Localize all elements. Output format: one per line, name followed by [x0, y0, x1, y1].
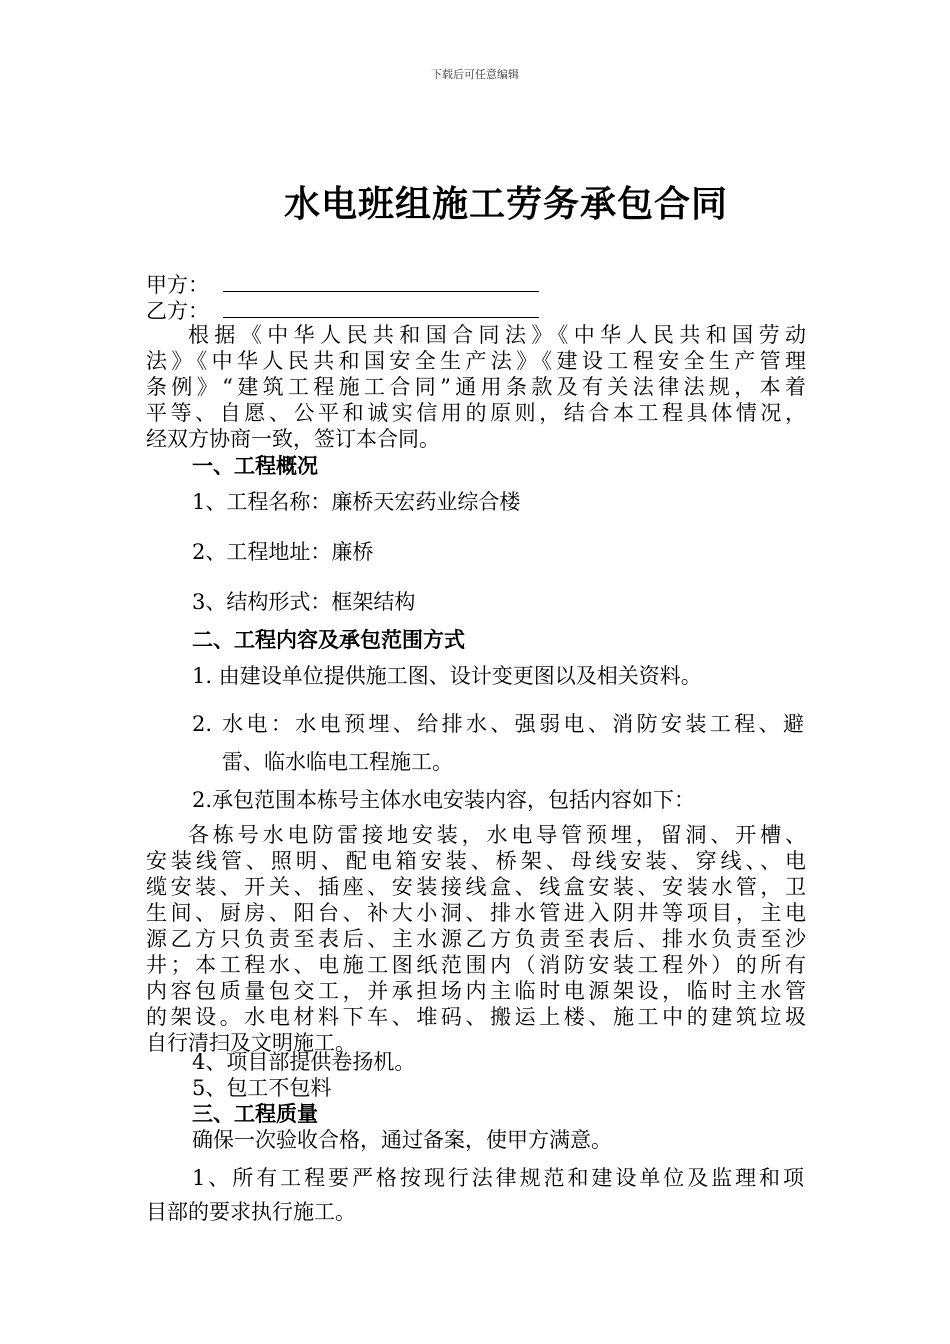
scope-line: 的架设。水电材料下车、堆码、搬运上楼、施工中的建筑垃圾: [146, 1005, 806, 1029]
header-note: 下载后可任意编辑: [431, 68, 519, 81]
section-2-item-2-line-1: 2. 水电：水电预埋、给排水、强弱电、消防安装工程、避: [192, 712, 804, 736]
section-1-item: 3、结构形式：框架结构: [192, 590, 416, 614]
party-b-row: [146, 298, 539, 324]
preamble: [146, 322, 806, 452]
scope-paragraph: [146, 822, 806, 1056]
section-2-item-3: 2.承包范围本栋号主体水电安装内容，包括内容如下：: [192, 788, 696, 812]
preamble-line: 法》《中华人民共和国安全生产法》《建设工程安全生产管理: [146, 349, 806, 373]
party-a-row: [146, 272, 539, 298]
section-2-item-5: 5、包工不包料: [192, 1076, 332, 1100]
party-a-label: 甲方：: [146, 273, 209, 297]
party-b-blank[interactable]: [223, 303, 539, 318]
section-1-item: 2、工程地址：廉桥: [192, 540, 374, 564]
section-1-item: 1、工程名称：廉桥天宏药业综合楼: [192, 490, 521, 514]
scope-line: 各栋号水电防雷接地安装，水电导管预埋，留洞、开槽、: [188, 823, 806, 847]
section-2-item-2-line-2: 雷、临水临电工程施工。: [222, 750, 453, 774]
scope-line: 源乙方只负责至表后、主水源乙方负责至表后、排水负责至沙: [146, 927, 806, 951]
section-3-heading: 三、工程质量: [192, 1102, 318, 1126]
scope-line: 安装线管、照明、配电箱安装、桥架、母线安装、穿线、、电: [146, 849, 806, 873]
preamble-line: 根据《中华人民共和国合同法》《中华人民共和国劳动: [188, 323, 806, 347]
preamble-line: 平等、自愿、公平和诚实信用的原则，结合本工程具体情况，: [146, 401, 806, 425]
section-3-item-1-line-2: 目部的要求执行施工。: [146, 1200, 356, 1224]
scope-line: 内容包质量包交工，并承担场内主临时电源架设，临时主水管: [146, 979, 806, 1003]
scope-line: 自行清扫及文明施工。: [146, 1031, 356, 1055]
document-title: 水电班组施工劳务承包合同: [284, 184, 729, 225]
scope-line: 井；本工程水、电施工图纸范围内（消防安装工程外）的所有: [146, 953, 806, 977]
section-2-item-1: 1. 由建设单位提供施工图、设计变更图以及相关资料。: [192, 664, 702, 688]
scope-line: 缆安装、开关、插座、安装接线盒、线盒安装、安装水管，卫: [146, 875, 806, 899]
scope-line: 生间、厨房、阳台、补大小洞、排水管进入阴井等项目，主电: [146, 901, 806, 925]
party-b-label: 乙方：: [146, 299, 209, 323]
section-3-item-1-line-1: 1、所有工程要严格按现行法律规范和建设单位及监理和项: [192, 1166, 804, 1190]
section-2-heading: 二、工程内容及承包范围方式: [192, 628, 465, 652]
party-a-blank[interactable]: [223, 277, 539, 292]
section-1-heading: 一、工程概况: [192, 454, 318, 478]
preamble-line: 条例》“建筑工程施工合同”通用条款及有关法律法规，本着: [146, 375, 806, 399]
section-3-intro: 确保一次验收合格，通过备案，使甲方满意。: [192, 1128, 612, 1152]
preamble-line: 经双方协商一致，签订本合同。: [146, 427, 440, 451]
section-2-item-4: 4、项目部提供卷扬机。: [192, 1050, 416, 1074]
